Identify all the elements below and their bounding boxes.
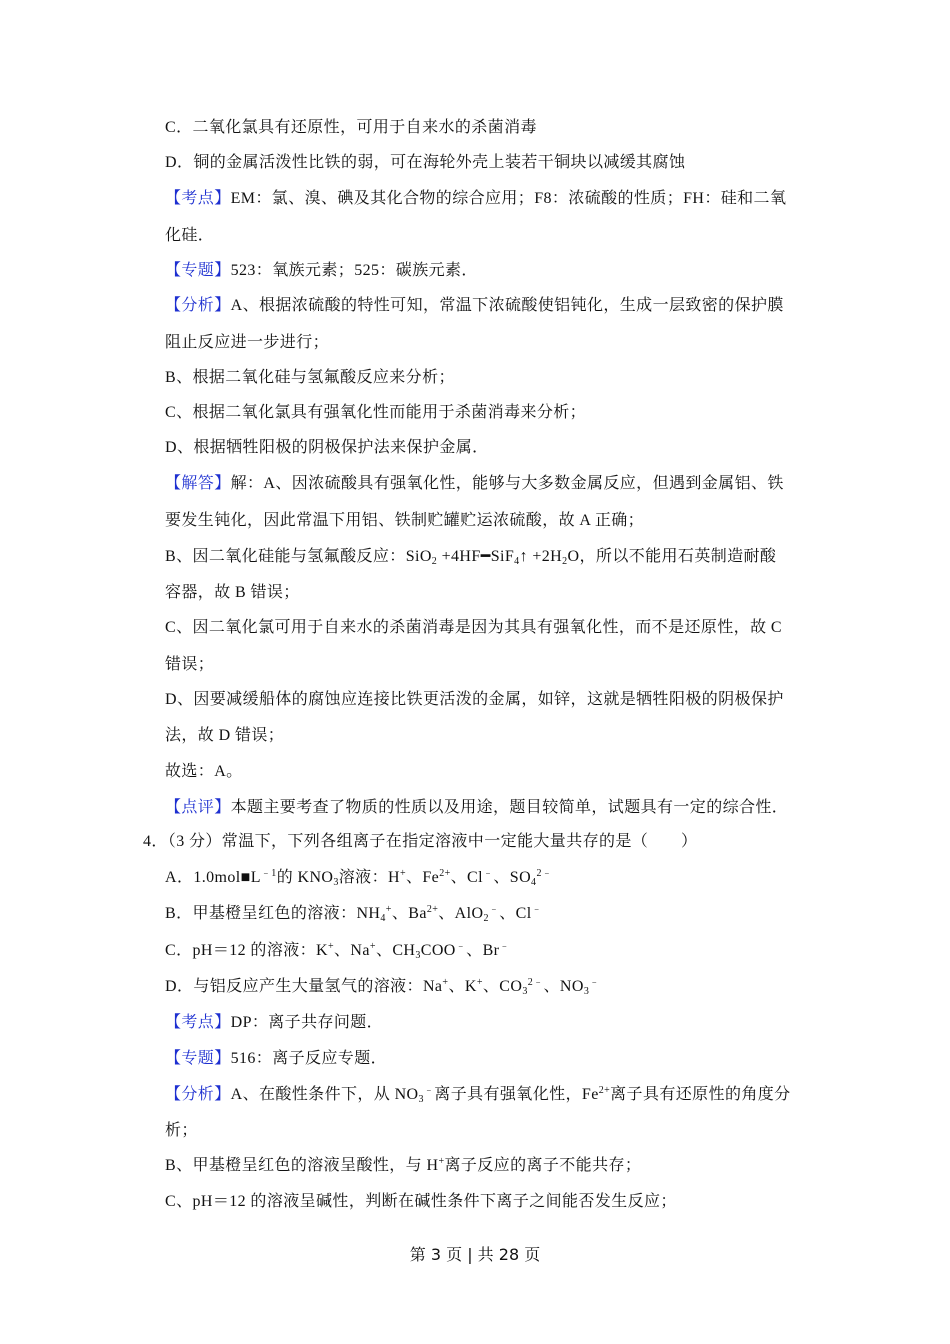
page-number-footer: 第 3 页 | 共 28 页 [409,1245,541,1264]
jieda-tag: 【解答】 [165,475,231,492]
q4-fenxi-c: C、pH＝12 的溶液呈碱性，判断在碱性条件下离子之间能否发生反应； [165,1193,677,1210]
q3-kaodian-cont: 化硅． [165,227,215,244]
q3-option-c: C．二氧化氯具有还原性，可用于自来水的杀菌消毒 [165,119,537,136]
q3-option-d: D．铜的金属活泼性比铁的弱，可在海轮外壳上装若干铜块以减缓其腐蚀 [165,154,686,171]
fenxi-text: A、根据浓硫酸的特性可知，常温下浓硫酸使铝钝化，生成一层致密的保护膜 [230,297,784,314]
zhuanti-tag: 【专题】 [165,262,231,279]
jieda-b-prefix: B、因二氧化硅能与氢氟酸反应： [165,548,406,565]
jieda-b-suffix: ，所以不能用石英制造耐酸 [579,548,777,565]
q4-option-c: C．pH＝12 的溶液：K+、Na+、$CH_3COO^﹣$、Br﹣ [165,941,510,961]
zhuanti-text: 523：氧族元素；525：碳族元素． [230,262,478,279]
q4-option-b: B．甲基橙呈红色的溶液：$NH_4^+$、$Ba^{2+}$、AlO$_2$﹣、Cl﹣ [165,904,542,924]
zhuanti-tag: 【专题】 [165,1050,231,1067]
dianping-text: 本题主要考查了物质的性质以及用途，题目较简单，试题具有一定的综合性． [230,799,789,816]
q3-jieda-line: 法，故 D 错误； [165,727,285,744]
kaodian-tag: 【考点】 [165,1014,231,1031]
q4-option-d: D．与铝反应产生大量氢气的溶液：Na+、K+、$CO_3^{2﹣}$、$NO_3^﹣$ [165,977,600,997]
q3-fenxi-line: B、根据二氧化硅与氢氟酸反应来分析； [165,369,455,386]
q3-fenxi [165,296,784,316]
q3-kaodian [165,189,786,209]
kaodian-tag: 【考点】 [165,190,231,207]
q4-fenxi: 【分析】A、在酸性条件下，从 $NO_3^﹣$离子具有强氧化性，$Fe^{2+}$离子具有还原性的角度分 [165,1085,791,1105]
fenxi-tag: 【分析】 [165,297,231,314]
dianping-tag: 【点评】 [165,799,231,816]
q3-jieda-line: 要发生钝化，因此常温下用铝、铁制贮罐贮运浓硫酸，故 A 正确； [165,512,645,529]
q4-kaodian [165,1013,383,1033]
kaodian-text: EM：氯、溴、碘及其化合物的综合应用；F8：浓硫酸的性质；FH：硅和二氧 [230,190,787,207]
q3-jieda [165,474,784,494]
q3-fenxi-line: D、根据牺牲阳极的阴极保护法来保护金属． [165,439,489,456]
q4-option-a: A．$1.0mol■L^{﹣1}$的 $KNO_3$溶液：H+、$Fe^{2+}$、Cl﹣、$SO_4^{2﹣}$ [165,868,553,888]
q3-jieda-c: C、因二氧化氯可用于自来水的杀菌消毒是因为其具有强氧化性，而不是还原性，故 C [165,619,782,636]
q4-fenxi-b: B、甲基橙呈红色的溶液呈酸性，与 H+离子反应的离子不能共存； [165,1156,642,1174]
q3-jieda-b [165,547,776,567]
jieda-text: 解：A、因浓硫酸具有强氧化性，能够与大多数金属反应，但遇到金属铝、铁 [230,475,784,492]
q4-zhuanti [165,1049,387,1069]
q4-fenxi-line: 析； [165,1122,198,1139]
q3-jieda-line: 容器，故 B 错误； [165,584,300,601]
q3-jieda-d: D、因要减缓船体的腐蚀应连接比铁更活泼的金属，如锌，这就是牺牲阳极的阴极保护 [165,691,784,708]
zhuanti-text: 516：离子反应专题． [230,1050,388,1067]
q3-answer: 故选：A。 [165,763,243,780]
kaodian-text: DP：离子共存问题． [230,1014,384,1031]
q3-fenxi-line: 阻止反应进一步进行； [165,334,330,351]
chemical-equation: SiO$_2$ +4HF━SiF$_4$↑ $+2H_2O$ [405,548,580,567]
q3-jieda-line: 错误； [165,656,215,673]
q3-dianping [165,798,788,818]
fenxi-tag: 【分析】 [165,1086,231,1103]
q3-zhuanti [165,261,478,281]
q4-stem: 4．（3 分）常温下，下列各组离子在指定溶液中一定能大量共存的是（ ） [143,833,698,850]
q3-fenxi-line: C、根据二氧化氯具有强氧化性而能用于杀菌消毒来分析； [165,404,587,421]
